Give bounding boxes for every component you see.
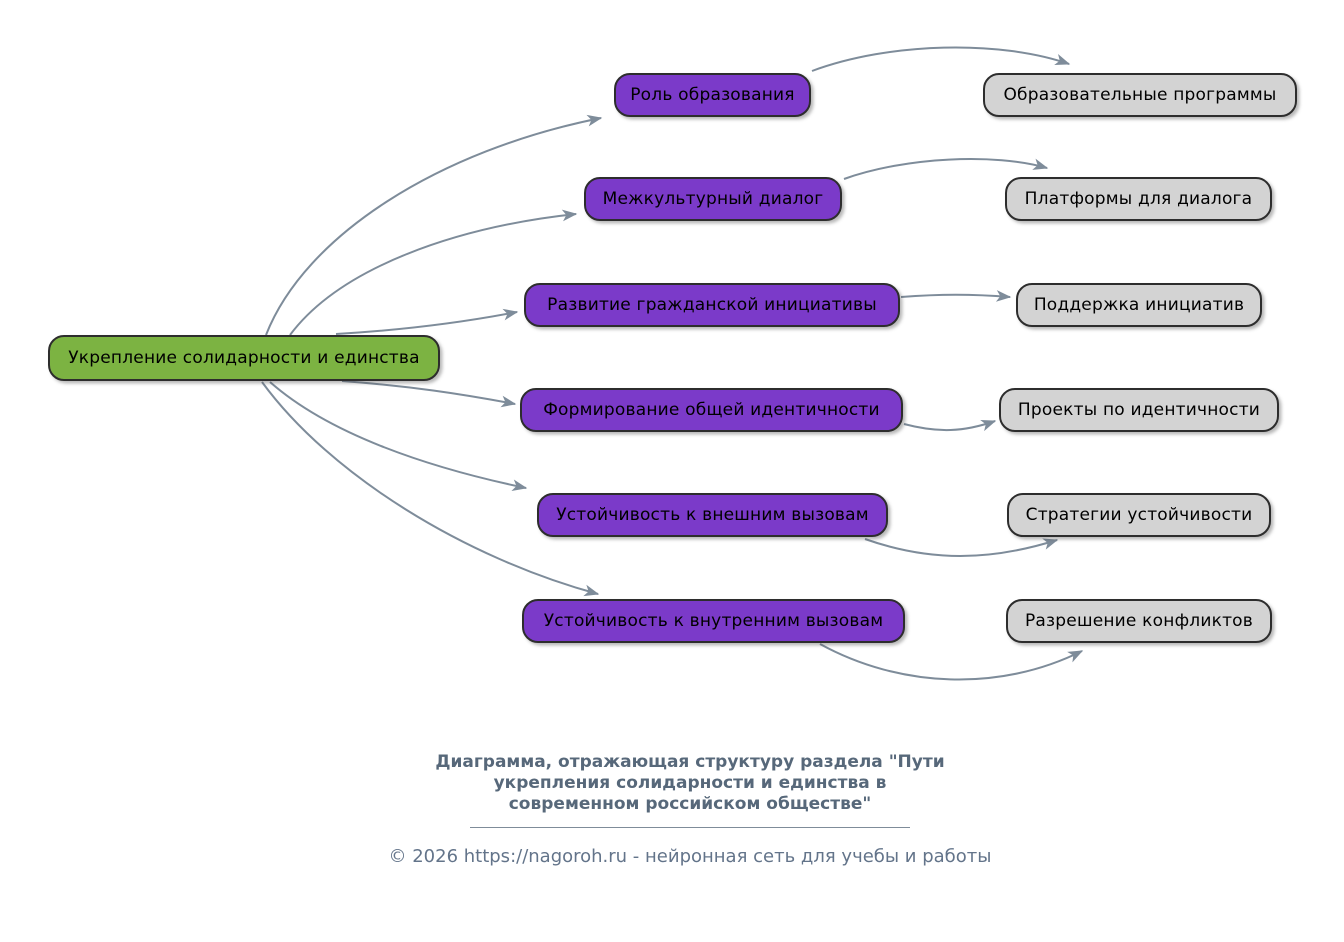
footer <box>352 752 1028 867</box>
caption-line: современном российском обществе" <box>508 794 872 814</box>
branch-node-label: Межкультурный диалог <box>602 189 824 209</box>
branch-node-initiative <box>524 283 900 327</box>
edge-dialog-to-platforms <box>844 159 1047 179</box>
branch-node-label: Развитие гражданской инициативы <box>547 295 877 315</box>
detail-node-label: Проекты по идентичности <box>1017 400 1261 420</box>
branch-node-label: Устойчивость к внешним вызовам <box>556 505 869 525</box>
branch-node-label: Роль образования <box>630 85 795 105</box>
diagram-caption <box>352 752 1028 815</box>
root-node-label: Укрепление солидарности и единства <box>68 348 420 368</box>
detail-node-label: Стратегии устойчивости <box>1025 505 1253 525</box>
edge-external-to-strategies <box>865 539 1057 556</box>
edge-root-to-identity <box>342 381 515 404</box>
edge-identity-to-projects <box>904 421 995 430</box>
edge-root-to-initiative <box>336 312 517 334</box>
detail-node-strategies <box>1007 493 1271 537</box>
edge-initiative-to-support <box>901 295 1010 297</box>
branch-node-label: Устойчивость к внутренним вызовам <box>543 611 884 631</box>
detail-node-label: Платформы для диалога <box>1024 189 1253 209</box>
branch-node-education <box>614 73 811 117</box>
detail-node-programs <box>983 73 1297 117</box>
edge-education-to-programs <box>812 47 1069 71</box>
branch-node-internal-challenges <box>522 599 905 643</box>
detail-node-label: Поддержка инициатив <box>1033 295 1245 315</box>
detail-node-platforms <box>1005 177 1272 221</box>
detail-node-label: Разрешение конфликтов <box>1024 611 1254 631</box>
branch-node-dialog <box>584 177 842 221</box>
root-node <box>48 335 440 381</box>
detail-node-support <box>1016 283 1262 327</box>
detail-node-projects <box>999 388 1279 432</box>
detail-node-resolution <box>1006 599 1272 643</box>
branch-node-external-challenges <box>537 493 888 537</box>
footer-divider <box>470 827 910 828</box>
detail-node-label: Образовательные программы <box>1003 85 1277 105</box>
branch-node-identity <box>520 388 903 432</box>
copyright-text: © 2026 https://nagoroh.ru - нейронная сеть для учебы и работы <box>388 846 992 867</box>
caption-line: Диаграмма, отражающая структуру раздела "Пути <box>435 752 945 772</box>
caption-line: укрепления солидарности и единства в <box>493 773 887 793</box>
edge-internal-to-resolution <box>820 644 1082 680</box>
branch-node-label: Формирование общей идентичности <box>543 400 880 420</box>
